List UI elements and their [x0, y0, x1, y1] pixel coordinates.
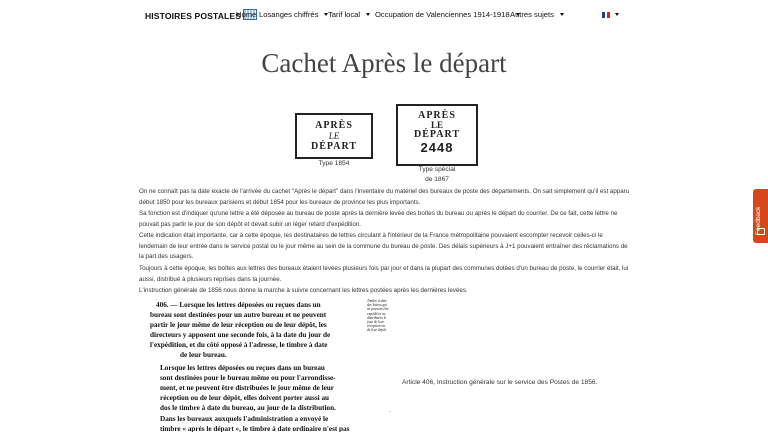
- page-title: Cachet Après le départ: [261, 48, 507, 78]
- scan-line: réception ou de leur dépôt, elles doivent porter aussi au: [160, 394, 330, 402]
- stamp-line: DÉPART: [413, 129, 461, 140]
- chevron-down-icon: [560, 13, 564, 16]
- paragraph: Sa fonction est d'indiquer qu'une lettre a été déposée au bureau de poste après la dernière levée des boîtes du bureau ou après le départ du courrier. De ce fait, cette lettre ne pouvait pas partir le jour de son dépôt et devait subir un léger retard d'expédition.: [139, 210, 618, 228]
- scan-line: timbre « après le départ », le timbre à date ordinaire n'est pas: [160, 425, 350, 432]
- stamp-line: 2448: [420, 140, 454, 155]
- scan-line: directeurs y apposent une seconde fois, à la date du jour de: [150, 331, 331, 339]
- chevron-down-icon: [366, 13, 370, 16]
- stamp-line: DÉPART: [310, 141, 358, 152]
- paragraph: Cette indication était importante, car à cette époque, les destinataires de lettres circulant à l'intérieur de la France métropolitaine pouvaient escompter recevoir celles-ci le lendemain de leur entrée dans le service postal ou le jour même au sein de la commune du bureau de poste. Des délais supérieurs à J+1 pouvaient entraîner des réclamations de la part des usagers.: [139, 232, 628, 260]
- scan-line: Dans les bureaux auxquels l'administration a envoyé le: [160, 415, 329, 423]
- nav-autres-sujets[interactable]: Autres sujets: [510, 10, 564, 19]
- flag-fr-icon[interactable]: [602, 12, 610, 18]
- scan-line: partir le jour même de leur réception ou de leur dépôt, les: [150, 321, 327, 329]
- scan-line: ment, et ne peuvent être distribuées le jour même de leur: [160, 384, 334, 392]
- nav-home[interactable]: Home: [236, 10, 257, 19]
- paragraph: Toujours à cette époque, les boîtes aux lettres des bureaux étaient levées plusieurs fois par jour et dans la plupart des communes dotées d'un bureau de poste, le courrier était, lui aussi, distribué à plusieurs reprises dans la journée.: [139, 265, 629, 283]
- feedback-label: Feedback: [755, 206, 762, 235]
- scan-line: l'expédition, et du côté opposé à l'adresse, le timbre à date: [150, 341, 328, 349]
- language-dropdown[interactable]: [615, 10, 619, 19]
- scan-line: bureau sont destinées pour un autre bureau et ne peuvent: [150, 311, 327, 319]
- stamp-caption: Type spécial: [418, 166, 456, 173]
- site-logo[interactable]: HISTOIRES POSTALES: [145, 9, 257, 21]
- paragraph: On ne connaît pas la date exacte de l'arrivée du cachet "Après le départ" dans l'inventaire du matériel des bureaux de poste des départements. On sait simplement qu'il est apparu début 1850 pour les bureaux parisiens et début 1854 pour les bureaux de province les plus importants.: [139, 188, 630, 206]
- stamp-line: LE: [430, 120, 443, 130]
- stamp-line: APRÈS: [315, 120, 353, 131]
- scan-margin-note: Timbre à date des lettres qui ne peuvent être expédiées ou distribuées le jour de leur réception ou de leur dépôt.: [367, 299, 389, 333]
- navbar: [0, 0, 768, 30]
- scan-line: sont destinées pour le bureau même ou pour l'arrondisse-: [160, 374, 336, 382]
- paragraph: L'instruction générale de 1856 nous donne la marche à suivre concernant les lettres postées après les dernières levées.: [139, 287, 468, 294]
- scan-line: de leur bureau.: [180, 351, 227, 359]
- stamp-line: APRÈS: [418, 110, 456, 121]
- stamp-caption: Type 1854: [318, 160, 350, 167]
- stamp-caption: de 1867: [425, 176, 449, 183]
- chevron-down-icon: [615, 13, 619, 16]
- scan-line: dos le timbre à date du bureau, au jour de la distribution.: [160, 404, 336, 412]
- nav-occupation-valenciennes[interactable]: Occupation de Valenciennes 1914-1918: [375, 10, 520, 19]
- nav-tarif-local[interactable]: Tarif local: [328, 10, 370, 19]
- stamp-line: LE: [328, 131, 340, 141]
- nav-losanges-chiffres[interactable]: Losanges chiffrés: [259, 10, 328, 19]
- scan-line: Lorsque les lettres déposées ou reçues dans un bureau: [160, 364, 325, 372]
- scan-caption: Article 406, Instruction générale sur le service des Postes de 1856.: [402, 379, 598, 386]
- feedback-button[interactable]: [753, 189, 768, 243]
- trailing-mark: .: [389, 408, 391, 414]
- stamp-type-1854: [295, 113, 373, 159]
- scan-line: 406. — Lorsque les lettres déposées ou reçues dans un: [156, 301, 321, 309]
- stamp-type-special-1867: [396, 104, 478, 166]
- article-406-scan: [150, 299, 390, 432]
